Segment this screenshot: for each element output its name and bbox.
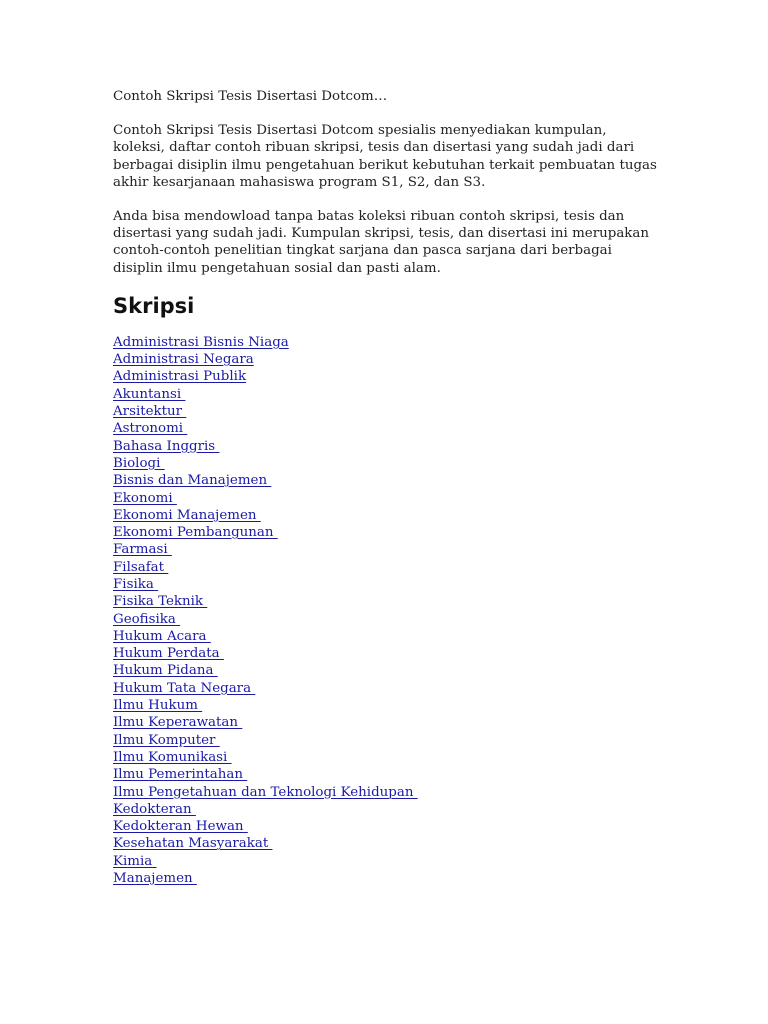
link-farmasi[interactable]: Farmasi xyxy=(113,542,172,558)
list-item xyxy=(113,455,658,472)
link-ilmu-pengetahuan-dan-teknologi-kehidupan[interactable]: Ilmu Pengetahuan dan Teknologi Kehidupan xyxy=(113,784,418,800)
link-ekonomi-pembangunan[interactable]: Ekonomi Pembangunan xyxy=(113,525,278,541)
link-astronomi[interactable]: Astronomi xyxy=(113,421,188,437)
list-item xyxy=(113,835,658,852)
link-ilmu-komunikasi[interactable]: Ilmu Komunikasi xyxy=(113,749,232,765)
link-ilmu-hukum[interactable]: Ilmu Hukum xyxy=(113,698,203,714)
link-bahasa-inggris[interactable]: Bahasa Inggris xyxy=(113,438,220,454)
list-item xyxy=(113,524,658,541)
link-akuntansi[interactable]: Akuntansi xyxy=(113,386,186,402)
list-item xyxy=(113,507,658,524)
list-item xyxy=(113,714,658,731)
list-item xyxy=(113,645,658,662)
link-filsafat[interactable]: Filsafat xyxy=(113,559,169,575)
link-administrasi-publik[interactable]: Administrasi Publik xyxy=(113,369,247,385)
list-item xyxy=(113,697,658,714)
list-item xyxy=(113,801,658,818)
list-item xyxy=(113,749,658,766)
list-item xyxy=(113,490,658,507)
list-item xyxy=(113,420,658,437)
link-kedokteran-hewan[interactable]: Kedokteran Hewan xyxy=(113,819,248,835)
document-page xyxy=(113,88,658,887)
list-item xyxy=(113,628,658,645)
link-fisika[interactable]: Fisika xyxy=(113,576,159,592)
intro-title: Contoh Skripsi Tesis Disertasi Dotcom… xyxy=(113,89,388,104)
list-item xyxy=(113,576,658,593)
skripsi-link-list xyxy=(113,334,658,888)
link-ekonomi-manajemen[interactable]: Ekonomi Manajemen xyxy=(113,507,261,523)
link-kesehatan-masyarakat[interactable]: Kesehatan Masyarakat xyxy=(113,836,273,852)
intro-paragraph-1: Contoh Skripsi Tesis Disertasi Dotcom spesialis menyediakan kumpulan, koleksi, daftar contoh ribuan skripsi, tesis dan disertasi yang sudah jadi dari berbagai disiplin ilmu pengetahuan berikut kebutuhan terkait pembuatan tugas akhir kesarjanaan mahasiswa program S1, S2, dan S3. xyxy=(113,123,657,190)
list-item xyxy=(113,611,658,628)
list-item xyxy=(113,680,658,697)
list-item xyxy=(113,541,658,558)
list-item xyxy=(113,351,658,368)
list-item xyxy=(113,403,658,420)
list-item xyxy=(113,593,658,610)
list-item xyxy=(113,438,658,455)
list-item xyxy=(113,732,658,749)
link-arsitektur[interactable]: Arsitektur xyxy=(113,404,187,420)
list-item xyxy=(113,472,658,489)
section-heading-skripsi: Skripsi xyxy=(113,293,195,318)
link-kedokteran[interactable]: Kedokteran xyxy=(113,801,196,817)
list-item xyxy=(113,853,658,870)
link-administrasi-bisnis-niaga[interactable]: Administrasi Bisnis Niaga xyxy=(113,334,289,350)
link-fisika-teknik[interactable]: Fisika Teknik xyxy=(113,594,208,610)
link-manajemen[interactable]: Manajemen xyxy=(113,871,197,887)
link-hukum-acara[interactable]: Hukum Acara xyxy=(113,628,211,644)
link-bisnis-dan-manajemen[interactable]: Bisnis dan Manajemen xyxy=(113,473,272,489)
list-item xyxy=(113,334,658,351)
link-biologi[interactable]: Biologi xyxy=(113,455,165,471)
list-item xyxy=(113,870,658,887)
link-geofisika[interactable]: Geofisika xyxy=(113,611,181,627)
link-ilmu-keperawatan[interactable]: Ilmu Keperawatan xyxy=(113,715,243,731)
list-item xyxy=(113,818,658,835)
list-item xyxy=(113,662,658,679)
link-hukum-perdata[interactable]: Hukum Perdata xyxy=(113,646,224,662)
link-administrasi-negara[interactable]: Administrasi Negara xyxy=(113,352,254,368)
list-item xyxy=(113,784,658,801)
list-item xyxy=(113,559,658,576)
list-item xyxy=(113,386,658,403)
link-ilmu-komputer[interactable]: Ilmu Komputer xyxy=(113,732,220,748)
link-ekonomi[interactable]: Ekonomi xyxy=(113,490,177,506)
link-hukum-pidana[interactable]: Hukum Pidana xyxy=(113,663,218,679)
link-hukum-tata-negara[interactable]: Hukum Tata Negara xyxy=(113,680,256,696)
list-item xyxy=(113,766,658,783)
link-kimia[interactable]: Kimia xyxy=(113,853,157,869)
link-ilmu-pemerintahan[interactable]: Ilmu Pemerintahan xyxy=(113,767,248,783)
intro-paragraph-2: Anda bisa mendowload tanpa batas koleksi ribuan contoh skripsi, tesis dan disertasi yang sudah jadi. Kumpulan skripsi, tesis, dan disertasi ini merupakan contoh-contoh penelitian tingkat sarjana dan pasca sarjana dari berbagai disiplin ilmu pengetahuan sosial dan pasti alam. xyxy=(113,209,650,276)
list-item xyxy=(113,368,658,385)
